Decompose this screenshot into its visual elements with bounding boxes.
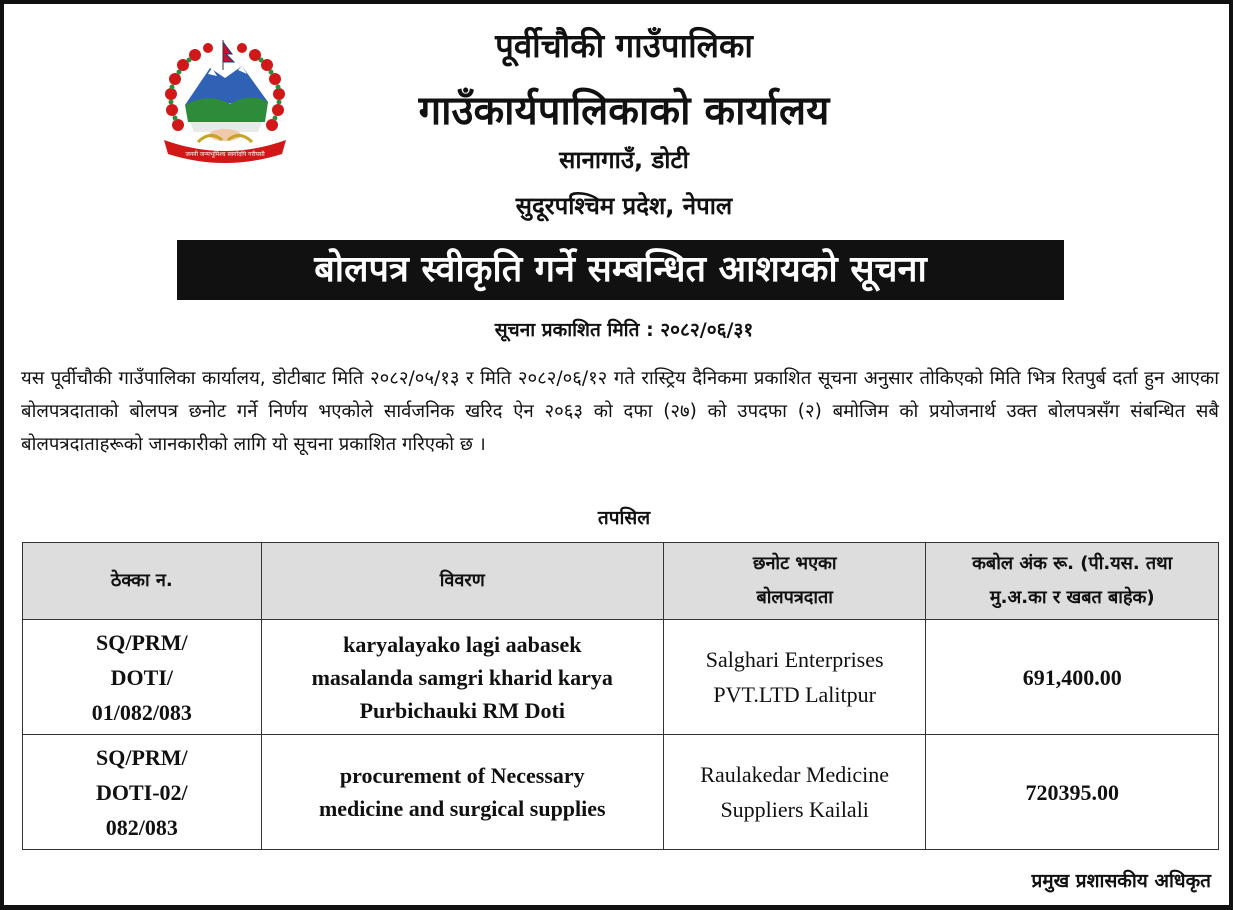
svg-text:जननी जन्मभूमिश्च स्वर्गादपि गर: जननी जन्मभूमिश्च स्वर्गादपि गरीयसी [185,151,265,158]
contract-no-line: 01/082/083 [91,699,192,725]
contract-no-cell [23,735,262,850]
table-row [23,735,1219,850]
nepal-government-emblem-icon [150,30,300,170]
header-bid-amount-line2: मु.अ.का र खबत बाहेक) [989,587,1155,608]
contract-no-line: SQ/PRM/ [95,629,188,655]
bid-selection-table [22,542,1219,850]
header-selected-bidder-line2: बोलपत्रदाता [756,587,833,608]
office-location: सानागाउँ, डोटी [559,146,689,174]
bidder-line: Suppliers Kailali [720,797,869,822]
description-cell [261,735,663,850]
description-line: karyalayako lagi aabasek [343,631,582,657]
header-selected-bidder-line1: छनोट भएका [752,553,837,574]
contract-no-line: DOTI-02/ [95,779,188,805]
header-contract-no: ठेक्का न. [23,543,262,620]
description-line: masalanda samgri kharid karya [311,664,613,690]
description-cell [261,620,663,735]
published-date-label: सूचना प्रकाशित मिति [494,319,640,341]
bidder-line: Salghari Enterprises [705,647,884,672]
contract-no-line: SQ/PRM/ [95,744,188,770]
notice-title-banner: बोलपत्र स्वीकृति गर्ने सम्बन्धित आशयको सूचना [177,240,1064,300]
bidder-line: PVT.LTD Lalitpur [713,682,876,707]
contract-no-line: 082/083 [105,814,178,840]
bidder-line: Raulakedar Medicine [700,762,890,787]
published-date-value: २०८२/०६/३१ [660,319,754,341]
municipality-name: पूर्वीचौकी गाउँपालिका [495,26,753,65]
bidder-cell [663,735,926,850]
details-heading: तपसिल [597,507,651,529]
published-date-line [304,316,944,344]
description-line: Purbichauki RM Doti [359,697,565,723]
contract-no-line: DOTI/ [110,664,173,690]
published-date-separator: : [646,319,661,341]
description-line: medicine and surgical supplies [318,796,606,821]
contract-no-cell [23,620,262,735]
table-row [23,620,1219,735]
office-name: गाउँकार्यपालिकाको कार्यालय [418,88,830,134]
table-header-row [23,543,1219,620]
header-selected-bidder [663,543,926,620]
bidder-cell [663,620,926,735]
notice-body: यस पूर्वीचौकी गाउँपालिका कार्यालय, डोटीबाट मिति २०८२/०५/१३ र मिति २०८२/०६/१२ गते रास्ट्रिय दैनिकमा प्रकाशित सूचना अनुसार तोकिएको मिति भित्र रितपुर्ब दर्ता हुन आएका बोलपत्रदाताको बोलपत्र छनोट गर्ने निर्णय भएकोले सार्वजनिक खरिद ऐन २०६३ को दफा (२७) को उपदफा (२) बमोजिम को प्रयोजनार्थ उक्त बोलपत्रसँग संबन्धित सबै बोलपत्रदाताहरूको जानकारीको लागि यो सूचना प्रकाशित गरिएको छ । [21,368,1219,455]
header-bid-amount [926,543,1219,620]
description-line: procurement of Necessary [339,763,585,788]
header-description: विवरण [261,543,663,620]
province-name: सुदूरपश्चिम प्रदेश, नेपाल [515,192,733,220]
header-bid-amount-line1: कबोल अंक रू. (पी.यस. तथा [972,553,1173,574]
amount-cell: 720395.00 [926,735,1219,850]
amount-cell: 691,400.00 [926,620,1219,735]
signatory-title: प्रमुख प्रशासकीय अधिकृत [1031,870,1211,892]
